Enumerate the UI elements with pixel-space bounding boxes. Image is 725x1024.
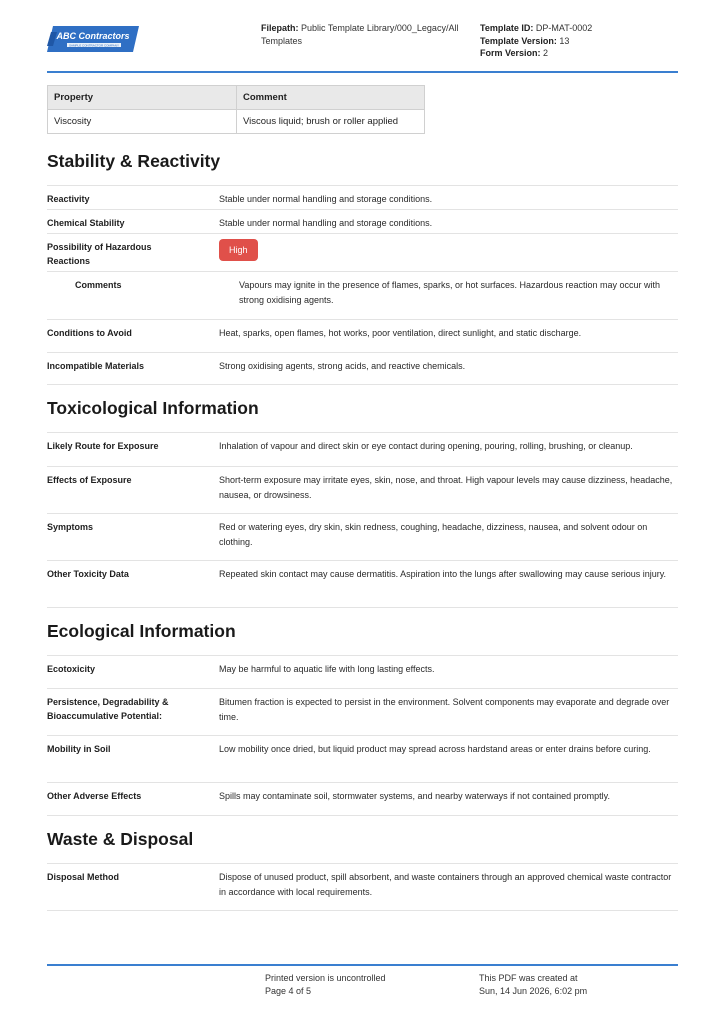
field-value: Inhalation of vapour and direct skin or eye contact during opening, pouring, rolling, brushing, or cleanup. [219,441,633,451]
field-row-chemical-stability [47,209,678,233]
field-row-persistence [47,688,678,735]
field-label: Likely Route for Exposure [47,441,159,451]
field-label: Other Toxicity Data [47,569,129,579]
footer-divider [47,964,678,966]
field-label: Disposal Method [47,872,120,882]
header-divider [47,71,678,73]
field-value: Low mobility once dried, but liquid product may spread across hardstand areas or enter drains before curing. [219,744,651,754]
field-row-conditions-to-avoid [47,319,678,352]
svg-text:ABC Contractors: ABC Contractors [56,31,130,41]
field-value: Stable under normal handling and storage conditions. [219,218,433,228]
table-row [48,110,425,134]
field-row-hazardous-reactions [47,233,678,271]
field-label: Reactivity [47,194,90,204]
company-logo [47,26,139,52]
footer-uncontrolled: Printed version is uncontrolled Page 4 of 5 [265,973,386,996]
table-cell: Viscosity [48,110,237,134]
page-number: Page 4 of 5 [265,986,312,996]
section-divider [47,607,678,608]
footer-created: This PDF was created at Sun, 14 Jun 2026, 6:02 pm [479,973,588,996]
table-cell: Viscous liquid; brush or roller applied [237,110,425,134]
field-value: Vapours may ignite in the presence of flames, sparks, or hot surfaces. Hazardous reaction may occur with strong oxidising agents. [239,280,661,305]
section-title-ecological: Ecological Information [47,621,236,641]
field-value: May be harmful to aquatic life with long lasting effects. [219,664,435,674]
field-label: Ecotoxicity [47,664,96,674]
field-label: Conditions to Avoid [47,328,132,338]
section-title-waste: Waste & Disposal [47,829,194,849]
field-row-ecotoxicity [47,655,678,688]
section-divider [47,815,678,816]
field-label: Persistence, Degradability & Bioaccumulative Potential: [47,697,169,721]
section-title-stability: Stability & Reactivity [47,151,221,171]
field-label: Symptoms [47,522,94,532]
field-row-reactivity [47,185,678,209]
field-label: Incompatible Materials [47,361,145,371]
field-value: Spills may contaminate soil, stormwater systems, and nearby waterways if not contained promptly. [219,791,610,801]
field-row-incompatible-materials [47,352,678,385]
field-value: Bitumen fraction is expected to persist in the environment. Solvent components may evaporate and degrade over time. [219,697,670,722]
property-table [47,85,425,134]
field-row-symptoms [47,513,678,560]
field-value: Repeated skin contact may cause dermatitis. Aspiration into the lungs after swallowing may cause serious injury. [219,569,667,579]
section-divider [47,384,678,385]
template-meta: Template ID: DP-MAT-0002 Template Version: 13 Form Version: 2 [480,23,593,58]
section-title-toxicological: Toxicological Information [47,398,259,418]
column-header-comment: Comment [237,86,425,110]
field-row-mobility-soil [47,735,678,782]
column-header-property: Property [48,86,237,110]
field-label: Possibility of Hazardous Reactions [47,242,152,266]
field-row-route-exposure [47,432,678,466]
field-value: Red or watering eyes, dry skin, skin redness, coughing, headache, dizziness, nausea, and solvent odour on clothing. [219,522,648,547]
svg-text:SAMPLE CONTRACTOR COMPANY: SAMPLE CONTRACTOR COMPANY [69,43,119,48]
field-row-effects-exposure [47,466,678,513]
page-header [47,18,678,72]
field-row-disposal-method [47,863,678,910]
field-label: Mobility in Soil [47,744,111,754]
field-value [219,239,678,261]
field-label: Chemical Stability [47,218,125,228]
field-value: Heat, sparks, open flames, hot works, poor ventilation, direct sunlight, and static discharge. [219,328,582,338]
field-label: Other Adverse Effects [47,791,142,801]
field-value: Strong oxidising agents, strong acids, and reactive chemicals. [219,361,466,371]
field-row-comments [47,271,678,319]
field-row-adverse-effects [47,782,678,815]
field-row-other-toxicity [47,560,678,607]
risk-badge: High [219,239,258,261]
created-timestamp: Sun, 14 Jun 2026, 6:02 pm [479,986,588,996]
field-value: Short-term exposure may irritate eyes, skin, nose, and throat. High vapour levels may cause dizziness, headache, nausea, or drowsiness. [219,475,673,500]
table-header-row [48,86,425,110]
field-value: Stable under normal handling and storage conditions. [219,194,433,204]
filepath: Filepath: Public Template Library/000_Legacy/All Templates [261,23,459,46]
field-value: Dispose of unused product, spill absorbent, and waste containers through an approved chemical waste contractor in accordance with local requirements. [219,872,672,897]
field-label: Comments [75,280,122,290]
section-divider [47,910,678,911]
field-label: Effects of Exposure [47,475,132,485]
